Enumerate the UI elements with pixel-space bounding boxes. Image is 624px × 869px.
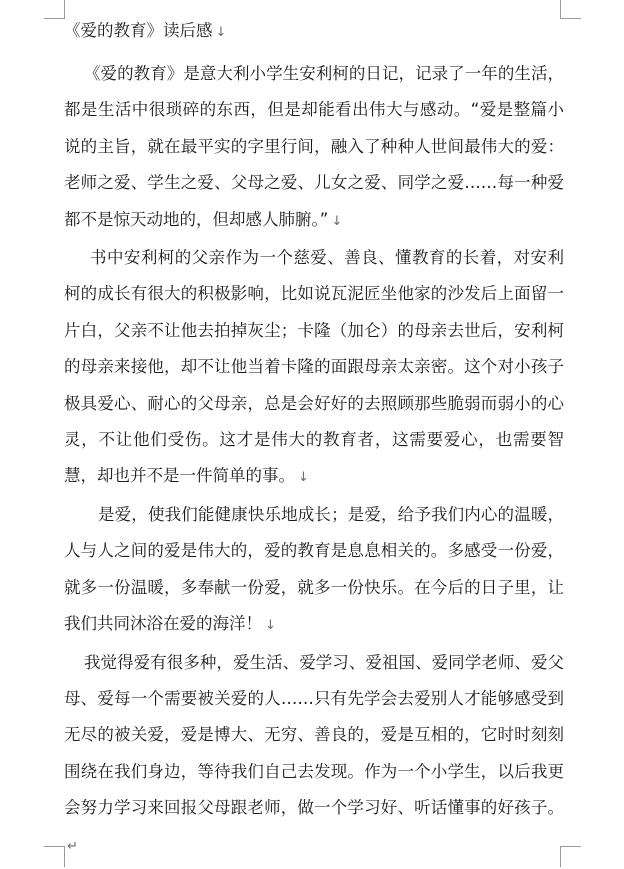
line-break-mark: ↓: [215, 25, 227, 40]
document-title: 《爱的教育》读后感: [64, 21, 213, 40]
document-body[interactable]: [64, 17, 564, 865]
line-break-mark: ↓: [265, 618, 276, 634]
paragraph-2: [64, 240, 564, 497]
paragraph-1-text: 《爱的教育》是意大利小学生安利柯的日记，记录了一年的生活，都是生活中很琐碎的东西，但是却能看出伟大与感动。“爱是整篇小说的主旨，就在最平实的字里行间，融入了种种人世间最伟大的爱：老师之爱、学生之爱、父母之爱、儿女之爱、同学之爱……每一种爱都不是惊天动地的，但却感人肺腑。”: [64, 64, 564, 229]
paragraph-3-text: 是爱，使我们能健康快乐地成长；是爱，给予我们内心的温暖，人与人之间的爱是伟大的，爱的教育是息息相关的。多感受一份爱，就多一份温暖，多奉献一份爱，就多一份快乐。在今后的日子里，让我们共同沐浴在爱的海洋！: [64, 504, 564, 634]
line-break-mark: ↓: [298, 470, 309, 486]
page-corner-bottom-left: [44, 846, 65, 867]
paragraph-4-text: 我觉得爱有很多种，爱生活、爱学习、爱祖国、爱同学老师、爱父母、爱每一个需要被关爱的人……只有先学会去爱别人才能够感受到无尽的被关爱，爱是博大、无穷、善良的，爱是互相的，它时时刻刻围绕在我们身边，等待我们自己去发现。作为一个小学生，以后我更会努力学习来回报父母跟老师，做一个学习好、听话懂事的好孩子。: [64, 652, 564, 818]
paragraph-1: [64, 56, 564, 240]
paragraph-end-mark: ↵: [67, 838, 78, 854]
line-break-mark: ↓: [331, 213, 343, 229]
paragraph-2-text: 书中安利柯的父亲作为一个慈爱、善良、懂教育的长着，对安利柯的成长有很大的积极影响，比如说瓦泥匠坐他家的沙发后上面留一片白，父亲不让他去拍掉灰尘；卡隆（加仑）的母亲去世后，安利柯的母亲来接他，却不让他当着卡隆的面跟母亲太亲密。这个对小孩子极具爱心、耐心的父母亲，总是会好好的去照顾那些脆弱而弱小的心灵，不让他们受伤。这才是伟大的教育者，这需要爱心，也需要智慧，却也并不是一件简单的事。: [64, 248, 564, 486]
page-corner-top-left: [44, 0, 65, 19]
document-title-line: [64, 17, 564, 46]
paragraph-3: [64, 497, 564, 645]
paragraph-4: [64, 645, 564, 865]
